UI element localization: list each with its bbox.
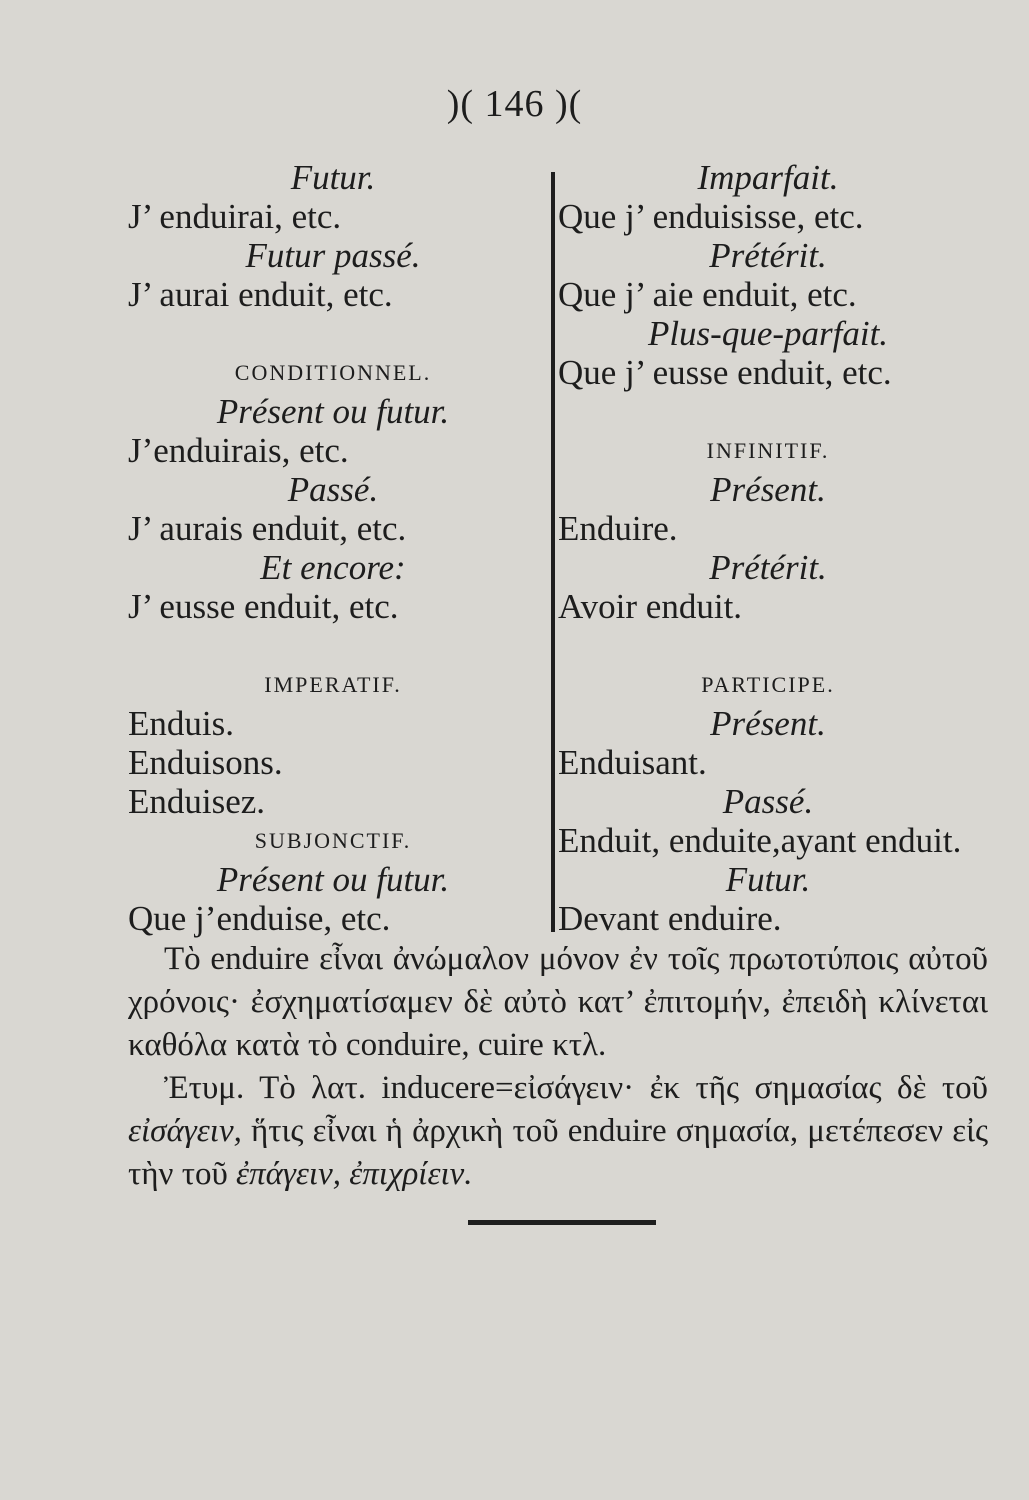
tense-heading: Passé.: [287, 470, 379, 509]
tense-heading: Passé.: [722, 782, 814, 821]
spacer: [128, 314, 538, 353]
tense-heading: Présent.: [710, 704, 826, 743]
conjugation-line: Que j’ aie enduit, etc.: [558, 275, 857, 314]
spacer: [558, 392, 978, 431]
tense-heading: Présent ou futur.: [216, 860, 450, 899]
conjugation-line: Enduis.: [128, 704, 234, 743]
left-column: [128, 158, 538, 938]
mood-heading: SUBJONCTIF.: [254, 828, 412, 853]
tense-heading: Prétérit.: [709, 548, 827, 587]
column-divider: [551, 172, 555, 932]
conjugation-line: Que j’ enduisisse, etc.: [558, 197, 864, 236]
spacer: [558, 626, 978, 665]
conjugation-line: Enduire.: [558, 509, 678, 548]
right-column: [558, 158, 978, 938]
conjugation-line: J’ aurai enduit, etc.: [128, 275, 393, 314]
conjugation-line: Enduisez.: [128, 782, 266, 821]
tense-heading: Plus-que-parfait.: [647, 314, 889, 353]
conjugation-line: Avoir enduit.: [558, 587, 743, 626]
note-etymology-middle: ἥτις εἶναι ἡ ἀρχικὴ τοῦ enduire σημασία, μετέπεσεν εἰς τὴν τοῦ: [128, 1113, 989, 1192]
page-number: )( 146 )(: [446, 83, 583, 125]
conjugation-line: J’ eusse enduit, etc.: [128, 587, 399, 626]
conjugation-line: J’enduirais, etc.: [128, 431, 349, 470]
mood-heading: CONDITIONNEL.: [234, 360, 432, 385]
note-paragraph-2: [128, 1067, 988, 1196]
mood-heading: IMPERATIF.: [264, 672, 402, 697]
tense-heading: Futur passé.: [245, 236, 421, 275]
tense-heading: Et encore:: [260, 548, 406, 587]
conjugation-line: Devant enduire.: [558, 899, 782, 938]
note-term-epagein: ἐπάγειν, ἐπιχρίειν.: [236, 1156, 473, 1192]
spacer: [128, 626, 538, 665]
tense-heading: Futur.: [290, 158, 376, 197]
mood-heading: PARTICIPE.: [701, 672, 835, 697]
tense-heading: Présent.: [710, 470, 826, 509]
conjugation-line: Enduisons.: [128, 743, 283, 782]
tense-heading: Prétérit.: [709, 236, 827, 275]
tense-heading: Imparfait.: [697, 158, 839, 197]
conjugation-line: Enduisant.: [558, 743, 707, 782]
conjugation-line: Que j’enduise, etc.: [128, 899, 391, 938]
mood-heading: INFINITIF.: [706, 438, 830, 463]
end-rule: [468, 1220, 656, 1225]
conjugation-line: Enduit, enduite,ayant enduit.: [558, 821, 962, 860]
greek-note: [128, 938, 988, 1196]
conjugation-line: J’ aurais enduit, etc.: [128, 509, 407, 548]
tense-heading: Futur.: [725, 860, 811, 899]
conjugation-line: Que j’ eusse enduit, etc.: [558, 353, 892, 392]
note-paragraph-1: Τὸ enduire εἶναι ἀνώμαλον μόνον ἐν τοῖς πρωτοτύποις αὐτοῦ χρόνοις· ἐσχηματίσαμεν δὲ αὐτὸ κατ’ ἐπιτομήν, ἐπειδὴ κλίνεται καθόλα κατὰ τὸ conduire, cuire κτλ.: [128, 941, 988, 1063]
tense-heading: Présent ou futur.: [216, 392, 450, 431]
note-term-eisagein: εἰσάγειν,: [128, 1113, 242, 1149]
note-etymology-start: Ἐτυμ. Τὸ λατ. inducere=εἰσάγειν· ἐκ τῆς σημασίας δὲ τοῦ: [164, 1070, 988, 1106]
conjugation-line: J’ enduirai, etc.: [128, 197, 342, 236]
